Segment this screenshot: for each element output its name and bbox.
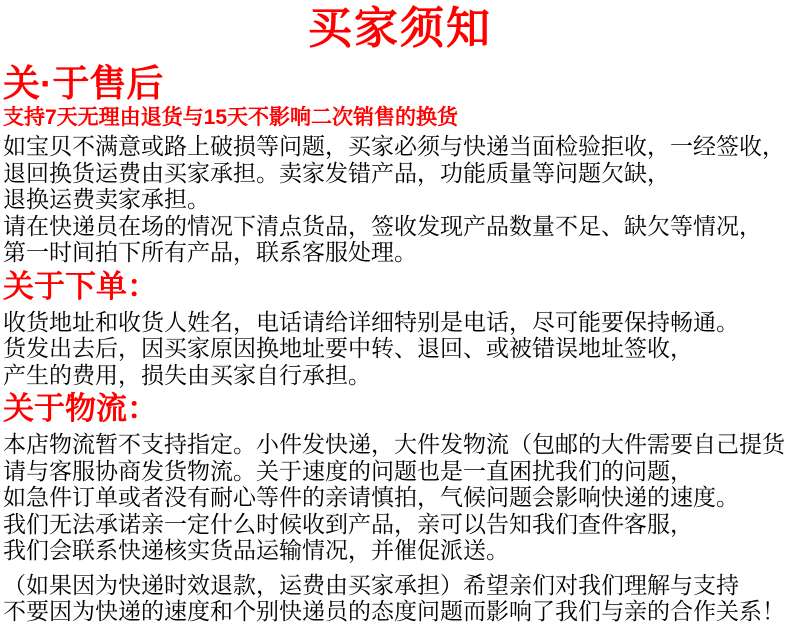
logistics-line-4: 我们无法承诺亲一定什么时候收到产品，亲可以告知我们查件客服， [3,510,693,537]
logistics-line-2: 请与客服协商发货物流。关于速度的问题也是一直困扰我们的问题， [3,457,693,484]
after-sales-line-3: 退换运费卖家承担。 [3,186,210,212]
ordering-line-2: 货发出去后，因买家原因换地址要中转、退回、或被错误地址签收， [3,335,693,361]
section-logistics [3,392,797,625]
logistics-line-5: 我们会联系快递核实货品运输情况，并催促派送。 [3,537,509,563]
after-sales-heading: 关·于售后 [3,63,164,104]
after-sales-line-4: 请在快递员在场的情况下清点货品，签收发现产品数量不足、缺欠等情况， [3,212,762,239]
ordering-line-3: 产生的费用，损失由买家自行承担。 [3,361,371,388]
return-policy-highlight: 支持7天无理由退货与15天不影响二次销售的换货 [3,106,459,129]
logistics-heading: 关于物流： [3,391,158,426]
section-after-sales [3,64,797,266]
page-title: 买家须知 [308,4,492,53]
logistics-line-1: 本店物流暂不支持指定。小件发快递，大件发物流（包邮的大件需要自己提货 [3,431,785,457]
ordering-heading: 关于下单： [3,268,158,304]
section-ordering [3,270,797,389]
logistics-footer-line-2: 不要因为快递的速度和个别快递员的态度问题而影响了我们与亲的合作关系！ [3,598,785,624]
spacer [3,564,797,572]
logistics-footer-line-1: （如果因为快递时效退款，运费由买家承担）希望亲们对我们理解与支持 [3,571,739,598]
after-sales-line-1: 如宝贝不满意或路上破损等问题，买家必须与快递当面检验拒收，一经签收， [3,133,785,159]
logistics-line-3: 如急件订单或者没有耐心等件的亲请慎拍，气候问题会影响快递的速度。 [3,484,739,510]
after-sales-line-5: 第一时间拍下所有产品，联系客服处理。 [3,239,417,265]
after-sales-line-2: 退回换货运费由买家承担。卖家发错产品，功能质量等问题欠缺， [3,159,670,186]
ordering-line-1: 收货地址和收货人姓名，电话请给详细特别是电话，尽可能要保持畅通。 [3,308,739,335]
